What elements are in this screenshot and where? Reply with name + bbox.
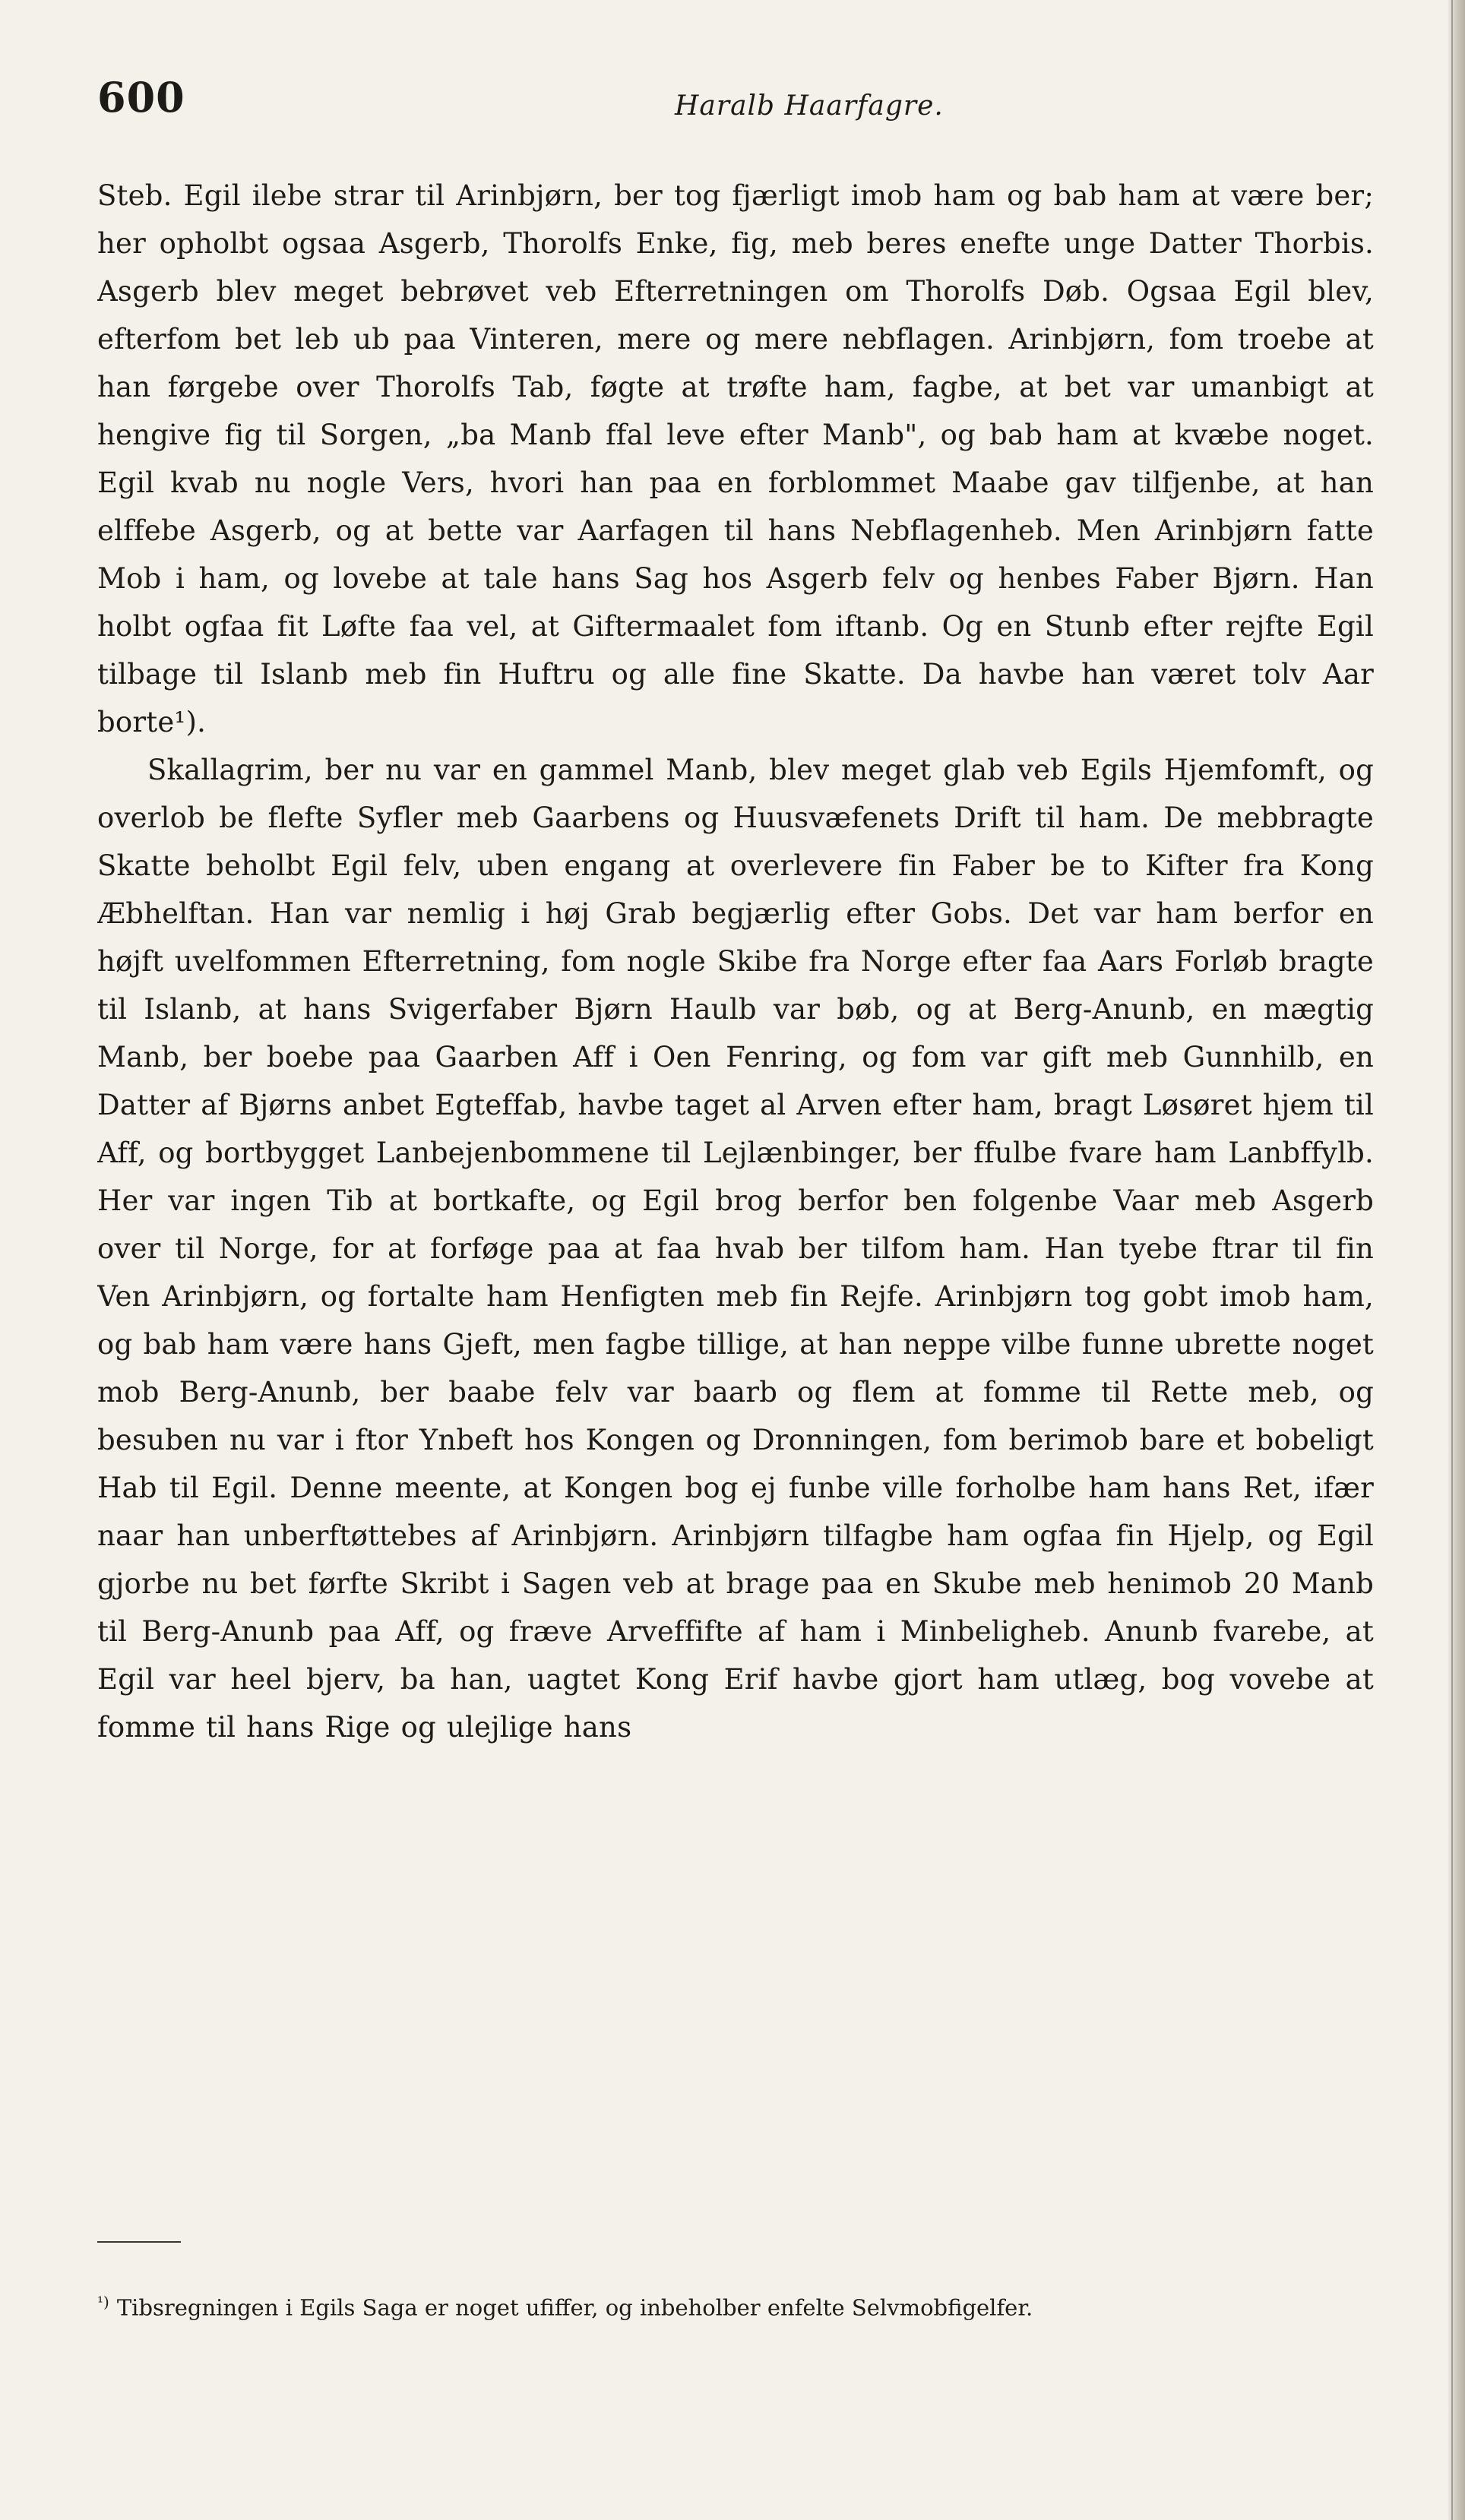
footnote xyxy=(97,2284,1374,2326)
footnote-rule xyxy=(97,2241,181,2243)
paragraph-1: Steb. Egil ilebe strar til Arinbjørn, ber tog fjærligt imob ham og bab ham at være ber; her opholbt ogsaa Asgerb, Thorolfs Enke, fig, meb beres enefte unge Datter Thorbis. Asgerb blev meget bebrøvet veb Efterretningen om Thorolfs Døb. Ogsaa Egil blev, efterfom bet leb ub paa Vinteren, mere og mere nebflagen. Arinbjørn, fom troebe at han førgebe over Thorolfs Tab, føgte at trøfte ham, fagbe, at bet var umanbigt at hengive fig til Sorgen, „ba Manb ffal leve efter Manb", og bab ham at kvæbe noget. Egil kvab nu nogle Vers, hvori han paa en forblommet Maabe gav tilfjenbe, at han elffebe Asgerb, og at bette var Aarfagen til hans Nebflagenheb. Men Arinbjørn fatte Mob i ham, og lovebe at tale hans Sag hos Asgerb felv og henbes Faber Bjørn. Han holbt ogfaa fit Løfte faa vel, at Giftermaalet fom iftanb. Og en Stunb efter rejfte Egil tilbage til Islanb meb fin Huftru og alle fine Skatte. Da havbe han været tolv Aar borte¹). xyxy=(97,179,1374,738)
page-edge xyxy=(1448,0,1465,2520)
page-number: 600 xyxy=(97,73,185,122)
running-title: Haralb Haarfagre. xyxy=(675,90,944,122)
footnote-marker: ¹) xyxy=(97,2293,109,2311)
page-header xyxy=(97,68,1374,129)
paragraph-2: Skallagrim, ber nu var en gammel Manb, blev meget glab veb Egils Hjemfomft, og overlob be flefte Syfler meb Gaarbens og Huusvæfenets Drift til ham. De mebbragte Skatte beholbt Egil felv, uben engang at overlevere fin Faber be to Kifter fra Kong Æbhelftan. Han var nemlig i høj Grab begjærlig efter Gobs. Det var ham berfor en højft uvelfommen Efterretning, fom nogle Skibe fra Norge efter faa Aars Forløb bragte til Islanb, at hans Svigerfaber Bjørn Haulb var bøb, og at Berg-Anunb, en mægtig Manb, ber boebe paa Gaarben Aff i Oen Fenring, og fom var gift meb Gunnhilb, en Datter af Bjørns anbet Egteffab, havbe taget al Arven efter ham, bragt Løsøret hjem til Aff, og bortbygget Lanbejenbommene til Lejlænbinger, ber ffulbe fvare ham Lanbffylb. Her var ingen Tib at bortkafte, og Egil brog berfor ben folgenbe Vaar meb Asgerb over til Norge, for at forføge paa at faa hvab ber tilfom ham. Han tyebe ftrar til fin Ven Arinbjørn, og fortalte ham Henfigten meb fin Rejfe. Arinbjørn tog gobt imob ham, og bab ham være hans Gjeft, men fagbe tillige, at han neppe vilbe funne ubrette noget mob Berg-Anunb, ber baabe felv var baarb og flem at fomme til Rette meb, og besuben nu var i ftor Ynbeft hos Kongen og Dronningen, fom berimob bare et bobeligt Hab til Egil. Denne meente, at Kongen bog ej funbe ville forholbe ham hans Ret, ifær naar han unberftøttebes af Arinbjørn. Arinbjørn tilfagbe ham ogfaa fin Hjelp, og Egil gjorbe nu bet førfte Skribt i Sagen veb at brage paa en Skube meb henimob 20 Manb til Berg-Anunb paa Aff, og fræve Arveffifte af ham i Minbeligheb. Anunb fvarebe, at Egil var heel bjerv, ba han, uagtet Kong Erif havbe gjort ham utlæg, bog vovebe at fomme til hans Rige og ulejlige hans xyxy=(97,754,1374,1744)
body-text xyxy=(97,172,1374,2208)
footnote-text: Tibsregningen i Egils Saga er noget ufiffer, og inbeholber enfelte Selvmobfigelfer. xyxy=(116,2294,1033,2321)
